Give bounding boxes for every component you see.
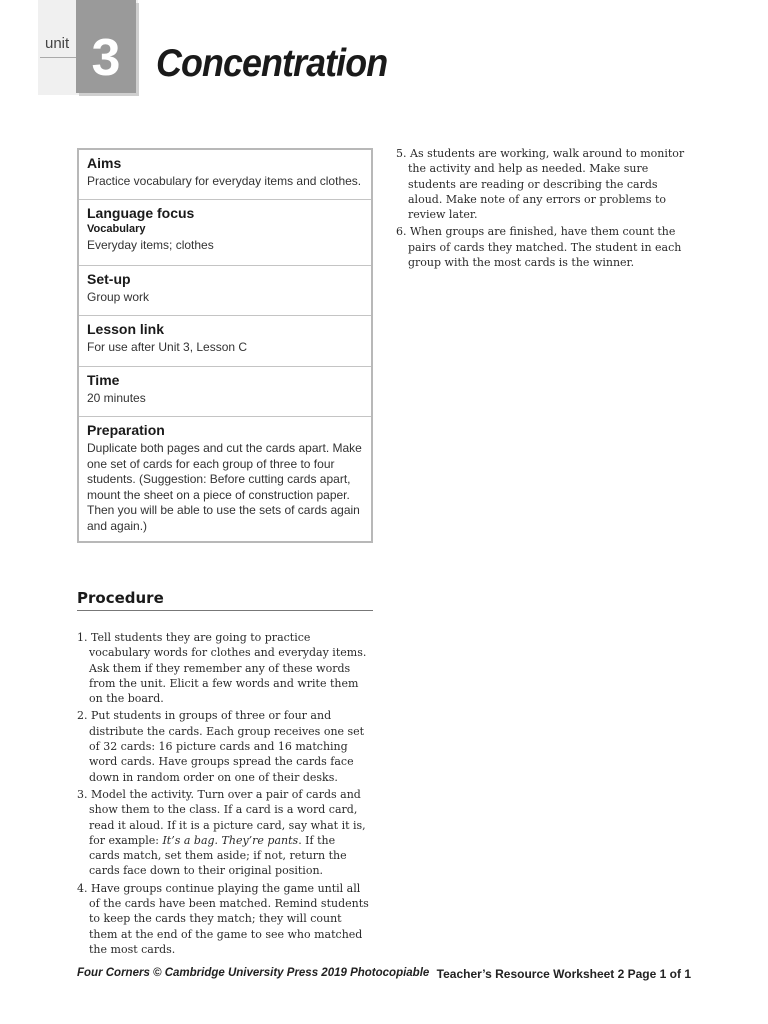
step-number: 6. — [396, 225, 407, 239]
step-number: 2. — [77, 709, 88, 723]
setup-section — [79, 266, 371, 316]
procedure-step-3 — [77, 787, 369, 879]
language-focus-section — [79, 200, 371, 266]
language-focus-text: Everyday items; clothes — [87, 238, 214, 252]
footer-page-info: Teacher’s Resource Worksheet 2 Page 1 of 1 — [436, 967, 691, 981]
lesson-link-section — [79, 316, 371, 367]
lesson-link-text: For use after Unit 3, Lesson C — [87, 340, 248, 354]
procedure-heading: Procedure — [77, 589, 373, 611]
language-focus-subheading: Vocabulary — [87, 223, 146, 235]
unit-number-box — [76, 0, 136, 93]
step-number: 3. — [77, 787, 88, 801]
lesson-link-heading: Lesson link — [87, 321, 165, 337]
step-text: Have groups continue playing the game until all of the cards have been matched. Remind students to keep the cards they match; they will count them at the end of the game to see who matched the most cards. — [89, 881, 369, 956]
procedure-step-2 — [77, 708, 369, 784]
setup-heading: Set-up — [87, 271, 131, 287]
step-text: When groups are finished, have them count the pairs of cards they matched. The student in each group with the most cards is the winner. — [408, 225, 682, 270]
lesson-info-box — [77, 148, 373, 543]
step-number: 5. — [396, 147, 407, 160]
step-text: Tell students they are going to practice vocabulary words for clothes and everyday items. Ask them if they remember any of these words from the unit. Elicit a few words and write them on the board. — [89, 631, 367, 706]
procedure-step-5 — [396, 146, 686, 222]
step-example: It’s a bag. They’re pants — [162, 833, 299, 847]
page-title: Concentration — [156, 42, 388, 85]
time-text: 20 minutes — [87, 391, 146, 405]
step-number: 1. — [77, 631, 88, 644]
procedure-step-4 — [77, 881, 369, 957]
preparation-heading: Preparation — [87, 422, 165, 438]
procedure-steps-column-right — [396, 146, 686, 272]
step-text: Model the activity. Turn over a pair of cards and show them to the class. If a card is a word card, read it aloud. If it is a picture card, say what it is, for example: — [89, 787, 366, 847]
footer-copyright: Four Corners © Cambridge University Press 2019 Photocopiable — [77, 967, 430, 979]
procedure-step-1 — [77, 630, 369, 706]
step-text-continued: . If the cards match, set them aside; if not, return the cards face down to their original position. — [89, 833, 347, 878]
aims-section — [79, 150, 371, 200]
time-heading: Time — [87, 372, 120, 388]
unit-label-rule — [40, 57, 80, 58]
unit-number: 3 — [91, 29, 121, 87]
procedure-steps-column-left — [77, 630, 369, 959]
unit-label: unit — [45, 35, 70, 52]
aims-text: Practice vocabulary for everyday items and clothes. — [87, 174, 362, 188]
aims-heading: Aims — [87, 155, 122, 171]
language-focus-heading: Language focus — [87, 205, 195, 221]
step-text: Put students in groups of three or four and distribute the cards. Each group receives one set of 32 cards: 16 picture cards and 16 matching word cards. Have groups spread the cards face down in random order on one of their desks. — [89, 709, 365, 784]
procedure-step-6 — [396, 224, 686, 270]
setup-text: Group work — [87, 290, 150, 304]
preparation-text: Duplicate both pages and cut the cards apart. Make one set of cards for each group of three to four students. (Suggestion: Before cutting cards apart, mount the sheet on a piece of construction paper. Then you will be able to use the sets of cards again and again.) — [87, 441, 362, 533]
preparation-section — [79, 417, 371, 541]
time-section — [79, 367, 371, 417]
step-number: 4. — [77, 881, 88, 895]
step-text: As students are working, walk around to monitor the activity and help as needed. Make sure students are reading or describing the cards aloud. Make note of any errors or problems to review later. — [408, 147, 685, 222]
